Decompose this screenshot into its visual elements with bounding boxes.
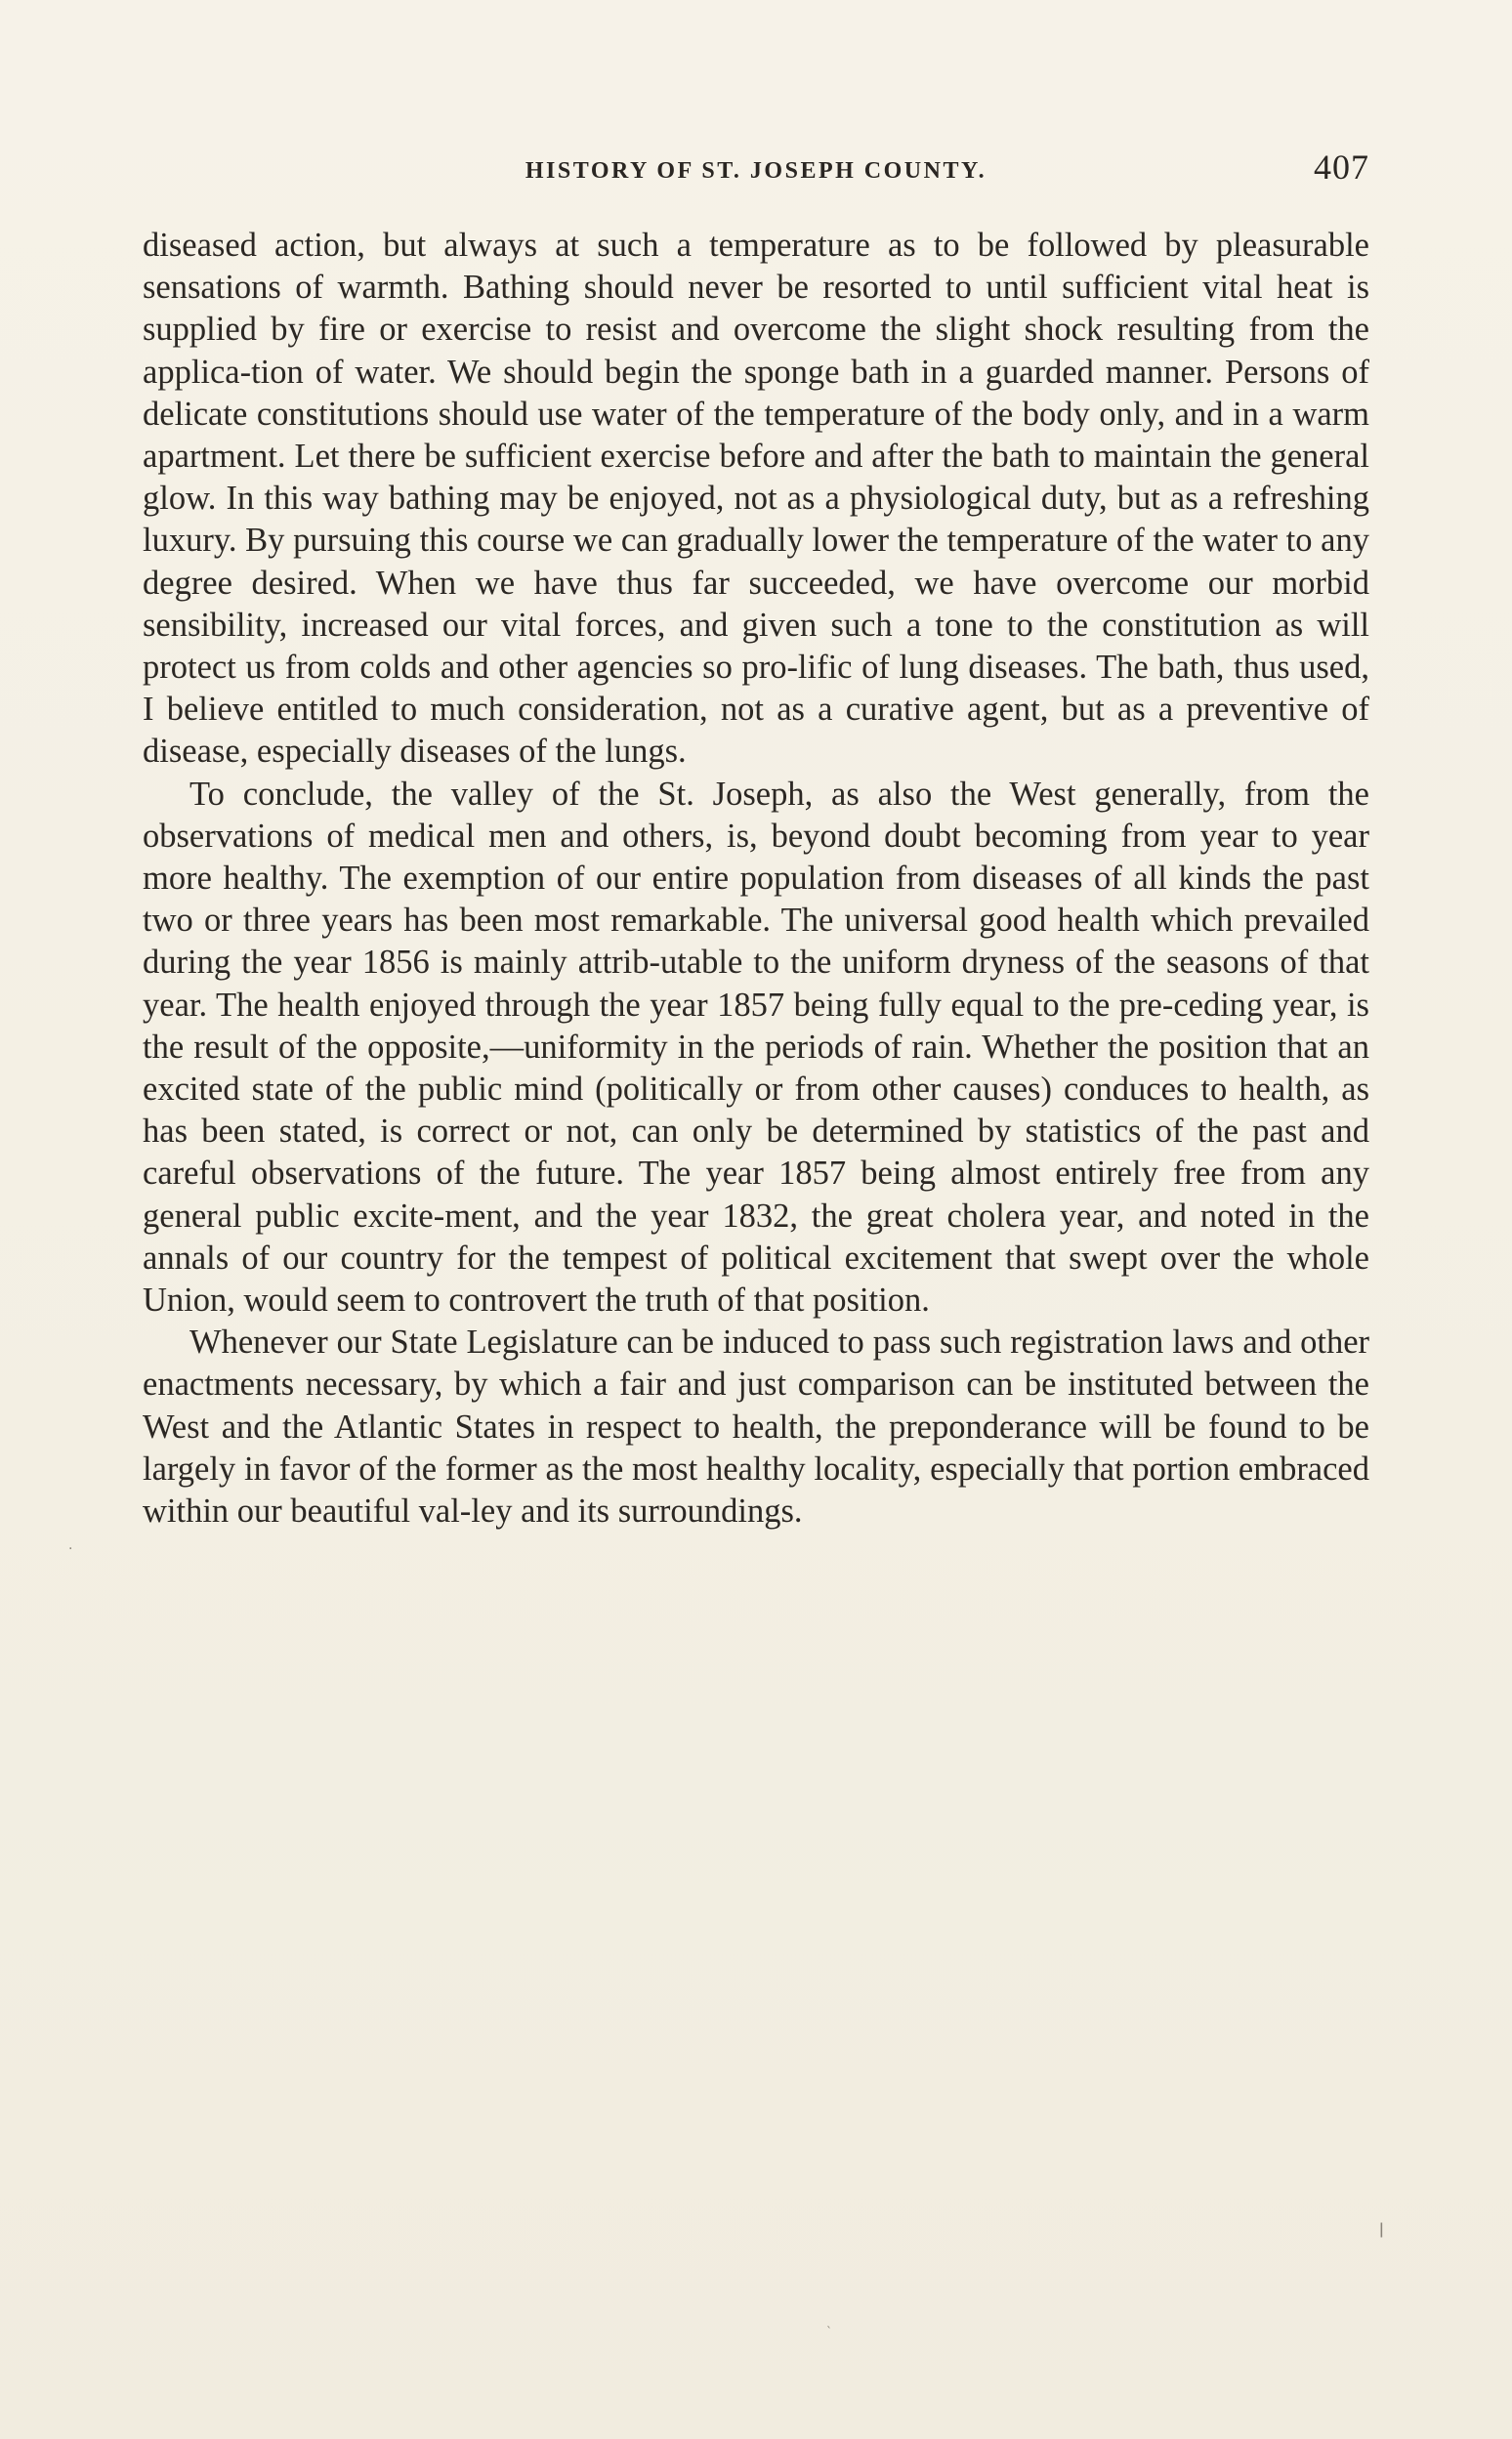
running-head (143, 145, 1369, 193)
body-text (143, 225, 1369, 1533)
running-title: HISTORY OF ST. JOSEPH COUNTY. (525, 158, 987, 184)
page-number: 407 (1314, 147, 1369, 187)
edge-speck: ǀ (1379, 2219, 1384, 2238)
paragraph-legislature: Whenever our State Legislature can be induced to pass such registration laws and other enactments necessary, by which a fair and just comparison can be instituted between the West and the Atlantic States in respect to health, the preponderance will be found to be largely in favor of the former as the most healthy locality, especially that portion embraced within our beautiful val-ley and its surroundings. (143, 1324, 1369, 1531)
paragraph-conclusion: To conclude, the valley of the St. Joseph, as also the West generally, from the observations of medical men and others, is, beyond doubt becoming from year to year more healthy. The exemption of our entire population from diseases of all kinds the past two or three years has been most remarkable. The universal good health which prevailed during the year 1856 is mainly attrib-utable to the uniform dryness of the seasons of that year. The health enjoyed through the year 1857 being fully equal to the pre-ceding year, is the result of the opposite,—uniformity in the periods of rain. Whether the position that an excited state of the public mind (politically or from other causes) conduces to health, as has been stated, is correct or not, can only be determined by statistics of the past and careful observations of the future. The year 1857 being almost entirely free from any general public excite-ment, and the year 1832, the great cholera year, and noted in the annals of our country for the tempest of political excitement that swept over the whole Union, would seem to controvert the truth of that position. (143, 775, 1369, 1320)
bottom-speck: ` (826, 2325, 832, 2338)
paragraph-bathing: diseased action, but always at such a temperature as to be followed by pleasurable sensations of warmth. Bathing should never be resorted to until sufficient vital heat is supplied by fire or exercise to resist and overcome the slight shock resulting from the applica-tion of water. We should begin the sponge bath in a guarded manner. Persons of delicate constitutions should use water of the temperature of the body only, and in a warm apartment. Let there be sufficient exercise before and after the bath to maintain the general glow. In this way bathing may be enjoyed, not as a physiological duty, but as a refreshing luxury. By pursuing this course we can gradually lower the temperature of the water to any degree desired. When we have thus far succeeded, we have overcome our morbid sensibility, increased our vital forces, and given such a tone to the constitution as will protect us from colds and other agencies so pro-lific of lung diseases. The bath, thus used, I believe entitled to much consideration, not as a curative agent, but as a preventive of disease, especially diseases of the lungs. (143, 227, 1369, 771)
margin-speck: · (68, 1541, 73, 1557)
